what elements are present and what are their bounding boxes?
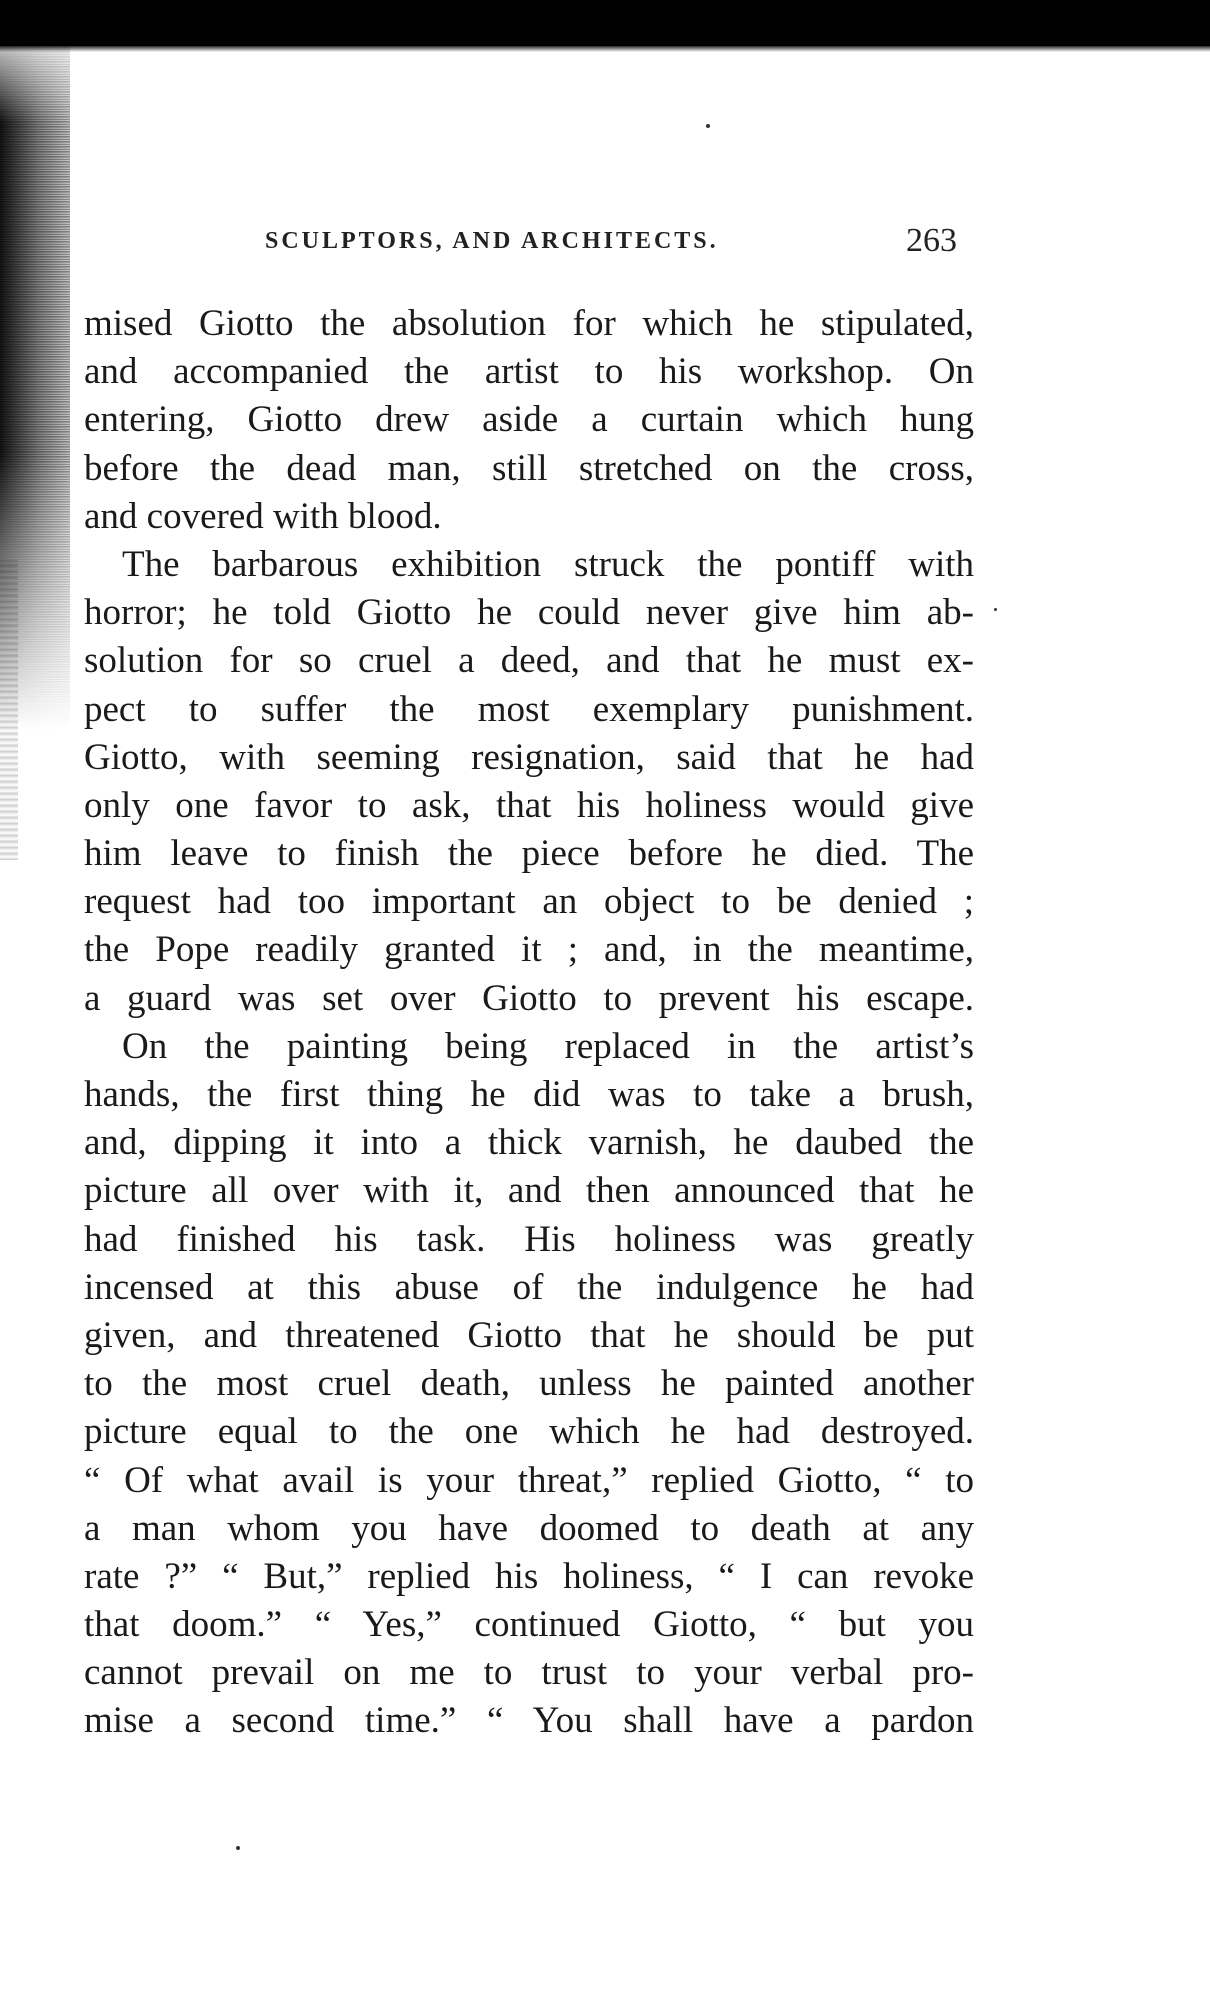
- text-line: rate ?” “ But,” replied his holiness, “ I can revoke: [84, 1555, 974, 1597]
- text-line: given, and threatened Giotto that he should be put: [84, 1314, 974, 1356]
- text-line: request had too important an object to be denied ;: [84, 881, 974, 923]
- running-head: [0, 222, 1210, 262]
- text-line: that doom.” “ Yes,” continued Giotto, “ but you: [84, 1604, 974, 1646]
- text-line: had finished his task. His holiness was greatly: [84, 1218, 974, 1260]
- text-line: hands, the first thing he did was to take a brush,: [84, 1074, 974, 1115]
- text-line: to the most cruel death, unless he painted another: [84, 1363, 974, 1405]
- scan-speck: [706, 124, 710, 128]
- text-line: pect to suffer the most exemplary punishment.: [84, 688, 974, 730]
- text-line: The barbarous exhibition struck the pontiff with: [122, 543, 974, 585]
- text-line: a guard was set over Giotto to prevent his escape.: [84, 977, 974, 1019]
- scan-binding-edge-lower: [0, 560, 18, 860]
- text-line: incensed at this abuse of the indulgence he had: [84, 1266, 974, 1308]
- text-line: before the dead man, still stretched on the cross,: [84, 447, 974, 489]
- text-line: Giotto, with seeming resignation, said that he had: [84, 736, 974, 778]
- running-title: SCULPTORS, AND ARCHITECTS.: [265, 228, 719, 254]
- text-line: and accompanied the artist to his workshop. On: [84, 351, 974, 393]
- text-line: “ Of what avail is your threat,” replied Giotto, “ to: [84, 1459, 974, 1501]
- text-line: him leave to finish the piece before he died. The: [84, 833, 974, 875]
- scan-top-border: [0, 0, 1210, 46]
- text-line: picture equal to the one which he had destroyed.: [84, 1411, 974, 1453]
- text-line: and, dipping it into a thick varnish, he daubed the: [84, 1122, 974, 1164]
- text-line: and covered with blood.: [84, 495, 442, 537]
- body-text: [84, 300, 974, 1746]
- text-line: picture all over with it, and then announced that he: [84, 1170, 974, 1212]
- scan-speck: [994, 608, 997, 611]
- scan-speck: [236, 1846, 240, 1850]
- scan-top-shadow: [0, 46, 1210, 52]
- text-line: entering, Giotto drew aside a curtain which hung: [84, 399, 974, 441]
- text-line: On the painting being replaced in the artist’s: [122, 1025, 974, 1067]
- text-line: solution for so cruel a deed, and that he must ex-: [84, 640, 974, 682]
- text-line: only one favor to ask, that his holiness would give: [84, 784, 974, 826]
- text-line: cannot prevail on me to trust to your verbal pro-: [84, 1652, 974, 1694]
- text-line: the Pope readily granted it ; and, in the meantime,: [84, 929, 974, 971]
- text-line: mised Giotto the absolution for which he stipulated,: [84, 303, 974, 344]
- text-line: mise a second time.” “ You shall have a pardon: [84, 1700, 974, 1742]
- page-number: 263: [906, 222, 957, 259]
- text-line: a man whom you have doomed to death at any: [84, 1507, 974, 1549]
- text-line: horror; he told Giotto he could never give him ab-: [84, 592, 974, 634]
